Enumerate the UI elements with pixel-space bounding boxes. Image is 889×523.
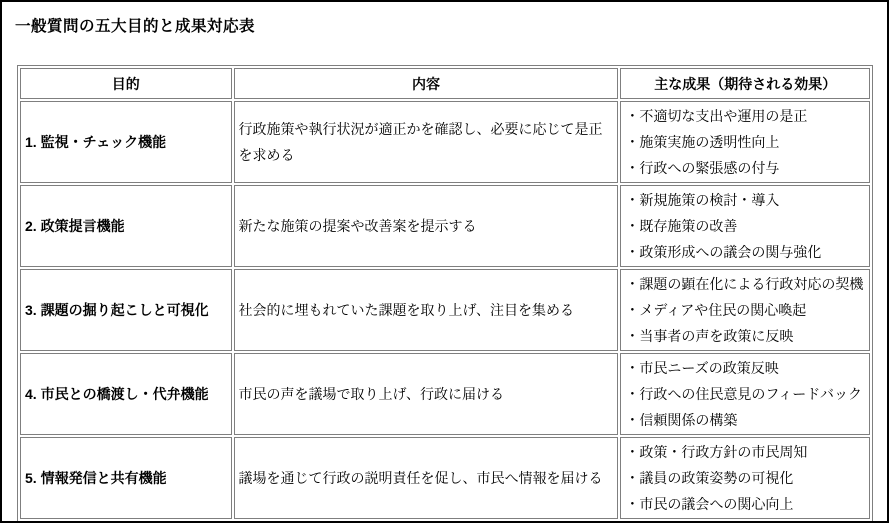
purpose-cell: 4. 市民との橋渡し・代弁機能 bbox=[20, 353, 232, 435]
outcome-item: ・行政への住民意見のフィードバック bbox=[625, 386, 863, 402]
outcome-item: ・市民の議会への関心向上 bbox=[625, 496, 794, 512]
content-cell: 行政施策や執行状況が適正かを確認し、必要に応じて是正を求める bbox=[234, 101, 619, 183]
column-header-purpose: 目的 bbox=[20, 68, 232, 99]
table-header-row bbox=[20, 68, 870, 99]
outcome-item: ・メディアや住民の関心喚起 bbox=[625, 302, 807, 318]
column-header-content: 内容 bbox=[234, 68, 619, 99]
purpose-cell: 1. 監視・チェック機能 bbox=[20, 101, 232, 183]
page-title: 一般質問の五大目的と成果対応表 bbox=[15, 18, 256, 35]
outcomes-cell bbox=[620, 269, 870, 351]
outcome-item: ・不適切な支出や運用の是正 bbox=[625, 108, 808, 124]
outcomes-cell bbox=[620, 185, 870, 267]
outcome-item: ・市民ニーズの政策反映 bbox=[625, 360, 779, 376]
table-row-2 bbox=[20, 185, 870, 267]
outcome-item: ・議員の政策姿勢の可視化 bbox=[625, 470, 794, 486]
content-cell: 議場を通じて行政の説明責任を促し、市民へ情報を届ける bbox=[234, 437, 619, 519]
table-row-4 bbox=[20, 353, 870, 435]
outcome-item: ・当事者の声を政策に反映 bbox=[625, 328, 794, 344]
content-cell: 新たな施策の提案や改善案を提示する bbox=[234, 185, 619, 267]
outcomes-cell bbox=[620, 353, 870, 435]
content-cell: 市民の声を議場で取り上げ、行政に届ける bbox=[234, 353, 619, 435]
purpose-cell: 5. 情報発信と共有機能 bbox=[20, 437, 232, 519]
purposes-outcomes-table bbox=[17, 65, 873, 522]
outcome-item: ・政策・行政方針の市民周知 bbox=[625, 444, 808, 460]
purpose-cell: 3. 課題の掘り起こしと可視化 bbox=[20, 269, 232, 351]
outcome-item: ・課題の顕在化による行政対応の契機 bbox=[625, 276, 864, 292]
outcome-item: ・行政への緊張感の付与 bbox=[625, 160, 780, 176]
outcome-item: ・施策実施の透明性向上 bbox=[625, 134, 780, 150]
outcomes-cell bbox=[620, 101, 870, 183]
table-row-1 bbox=[20, 101, 870, 183]
table-row-5 bbox=[20, 437, 870, 519]
table-row-3 bbox=[20, 269, 870, 351]
outcome-item: ・既存施策の改善 bbox=[625, 218, 738, 234]
outcome-item: ・信頼関係の構築 bbox=[625, 412, 738, 428]
outcomes-cell bbox=[620, 437, 870, 519]
content-cell: 社会的に埋もれていた課題を取り上げ、注目を集める bbox=[234, 269, 619, 351]
purpose-cell: 2. 政策提言機能 bbox=[20, 185, 232, 267]
column-header-outcomes: 主な成果（期待される効果） bbox=[620, 68, 870, 99]
outcome-item: ・政策形成への議会の関与強化 bbox=[625, 244, 822, 260]
outcome-item: ・新規施策の検討・導入 bbox=[625, 192, 780, 208]
